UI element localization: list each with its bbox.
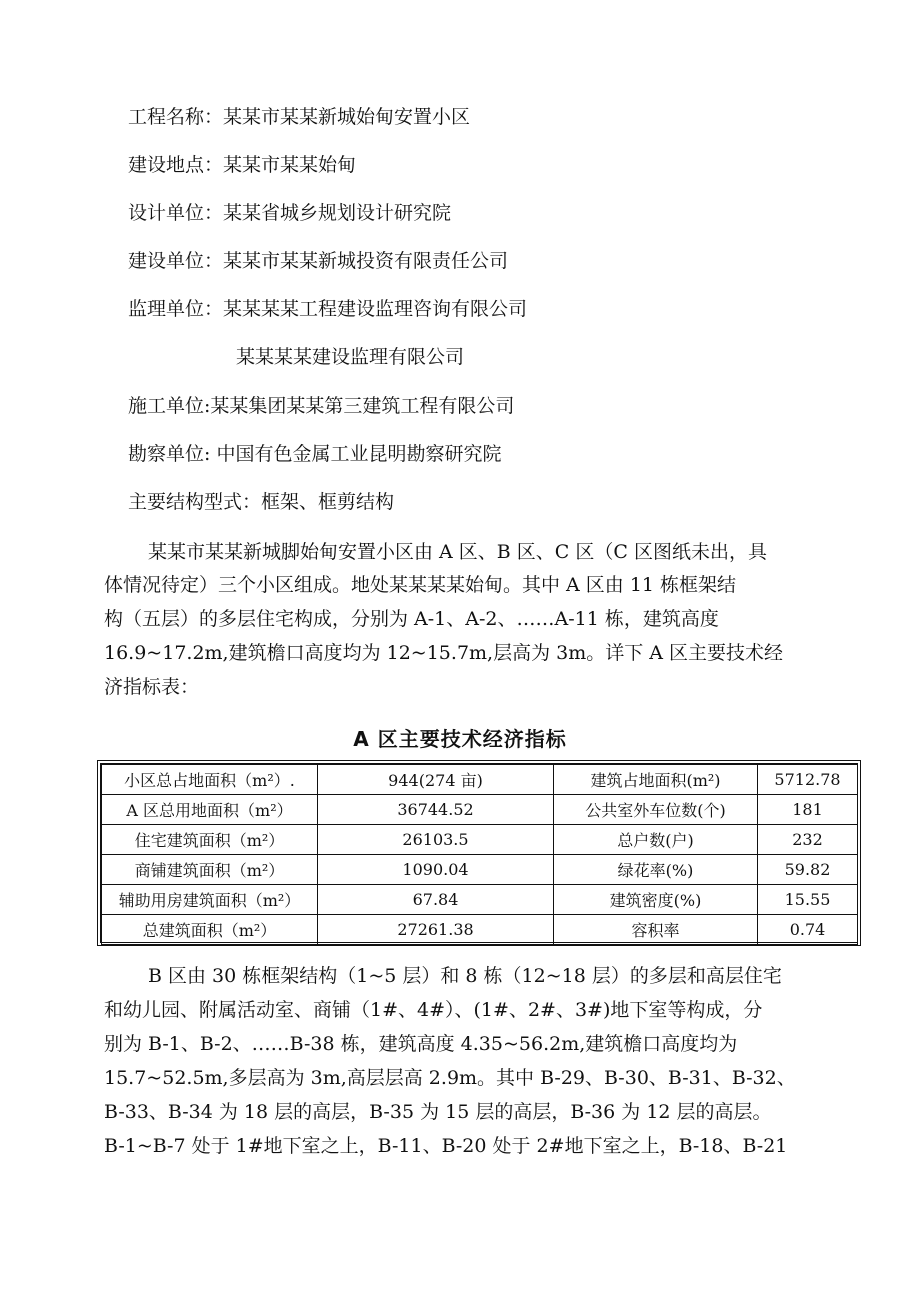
table-cell: 27261.38	[318, 915, 554, 945]
design-unit-label: 设计单位：	[128, 202, 224, 224]
structure-type-value: 框架、框剪结构	[261, 491, 395, 513]
table-row	[102, 795, 858, 825]
table-row	[102, 885, 858, 915]
construction-unit-label: 建设单位：	[128, 250, 224, 272]
table-cell: 总户数(户)	[554, 825, 758, 855]
project-name-field	[128, 105, 470, 129]
paragraph-line: B-1~B-7 处于 1#地下室之上，B-11、B-20 处于 2#地下室之上，B-18、B-21	[104, 1135, 788, 1157]
table-cell: 59.82	[758, 855, 858, 885]
table-row	[102, 765, 858, 795]
table-cell: 建筑占地面积(m²)	[554, 765, 758, 795]
supervision-unit-field	[128, 297, 527, 321]
table-cell: 5712.78	[758, 765, 858, 795]
table-cell: 0.74	[758, 915, 858, 945]
design-unit-field	[128, 201, 451, 225]
paragraph-line: B 区由 30 栋框架结构（1~5 层）和 8 栋（12~18 层）的多层和高层住宅	[148, 965, 782, 987]
paragraph-line: 体情况待定）三个小区组成。地处某某某某始甸。其中 A 区由 11 栋框架结	[104, 574, 737, 596]
table-cell: 232	[758, 825, 858, 855]
table-row	[102, 855, 858, 885]
paragraph-line: 16.9~17.2m,建筑檐口高度均为 12~15.7m,层高为 3m。详下 A 区主要技术经	[104, 642, 784, 664]
project-name-value: 某某市某某新城始甸安置小区	[223, 106, 471, 128]
supervision-unit-value: 某某某某工程建设监理咨询有限公司	[223, 298, 528, 320]
table-cell: 绿花率(%)	[554, 855, 758, 885]
table-cell: 容积率	[554, 915, 758, 945]
supervision-unit-value-2: 某某某某建设监理有限公司	[236, 346, 465, 368]
table-cell: A 区总用地面积（m²）	[102, 795, 318, 825]
paragraph-line: 和幼儿园、附属活动室、商铺（1#、4#）、(1#、2#、3#)地下室等构成，分	[104, 999, 763, 1021]
tech-indicator-table	[101, 764, 858, 945]
location-field	[128, 153, 356, 177]
table-row	[102, 825, 858, 855]
builder-unit-label: 施工单位:	[128, 395, 211, 417]
survey-unit-field	[128, 442, 501, 466]
table-cell: 公共室外车位数(个)	[554, 795, 758, 825]
table-cell: 181	[758, 795, 858, 825]
paragraph-line: 济指标表：	[104, 676, 200, 698]
location-value: 某某市某某始甸	[223, 154, 357, 176]
table-cell: 辅助用房建筑面积（m²）	[102, 885, 318, 915]
construction-unit-value: 某某市某某新城投资有限责任公司	[223, 250, 509, 272]
paragraph-line: B-33、B-34 为 18 层的高层，B-35 为 15 层的高层，B-36 为 12 层的高层。	[104, 1101, 772, 1123]
table-cell: 1090.04	[318, 855, 554, 885]
table-cell: 26103.5	[318, 825, 554, 855]
table-cell: 36744.52	[318, 795, 554, 825]
table-cell: 商铺建筑面积（m²）	[102, 855, 318, 885]
project-name-label: 工程名称：	[128, 106, 224, 128]
table-cell: 944(274 亩)	[318, 765, 554, 795]
location-label: 建设地点：	[128, 154, 224, 176]
structure-type-field	[128, 490, 394, 514]
paragraph-line: 别为 B-1、B-2、……B-38 栋，建筑高度 4.35~56.2m,建筑檐口高度均为	[104, 1033, 738, 1055]
structure-type-label: 主要结构型式：	[128, 491, 262, 513]
survey-unit-value: 中国有色金属工业昆明勘察研究院	[210, 443, 502, 465]
design-unit-value: 某某省城乡规划设计研究院	[223, 202, 452, 224]
builder-unit-value: 某某集团某某第三建筑工程有限公司	[210, 395, 515, 417]
paragraph-line: 构（五层）的多层住宅构成，分别为 A-1、A-2、……A-11 栋，建筑高度	[104, 608, 719, 630]
table-cell: 小区总占地面积（m²）.	[102, 765, 318, 795]
paragraph-line: 15.7~52.5m,多层高为 3m,高层层高 2.9m。其中 B-29、B-30、B-31、B-32、	[104, 1067, 796, 1089]
table-cell: 15.55	[758, 885, 858, 915]
table-cell: 建筑密度(%)	[554, 885, 758, 915]
table-row	[102, 915, 858, 945]
table-cell: 住宅建筑面积（m²）	[102, 825, 318, 855]
table-title: A 区主要技术经济指标	[353, 727, 567, 751]
table-cell: 67.84	[318, 885, 554, 915]
paragraph-line: 某某市某某新城脚始甸安置小区由 A 区、B 区、C 区（C 区图纸未出，具	[148, 541, 767, 563]
construction-unit-field	[128, 249, 508, 273]
builder-unit-field	[128, 394, 514, 418]
table-cell: 总建筑面积（m²）	[102, 915, 318, 945]
supervision-unit-label: 监理单位：	[128, 298, 224, 320]
survey-unit-label: 勘察单位:	[128, 443, 211, 465]
